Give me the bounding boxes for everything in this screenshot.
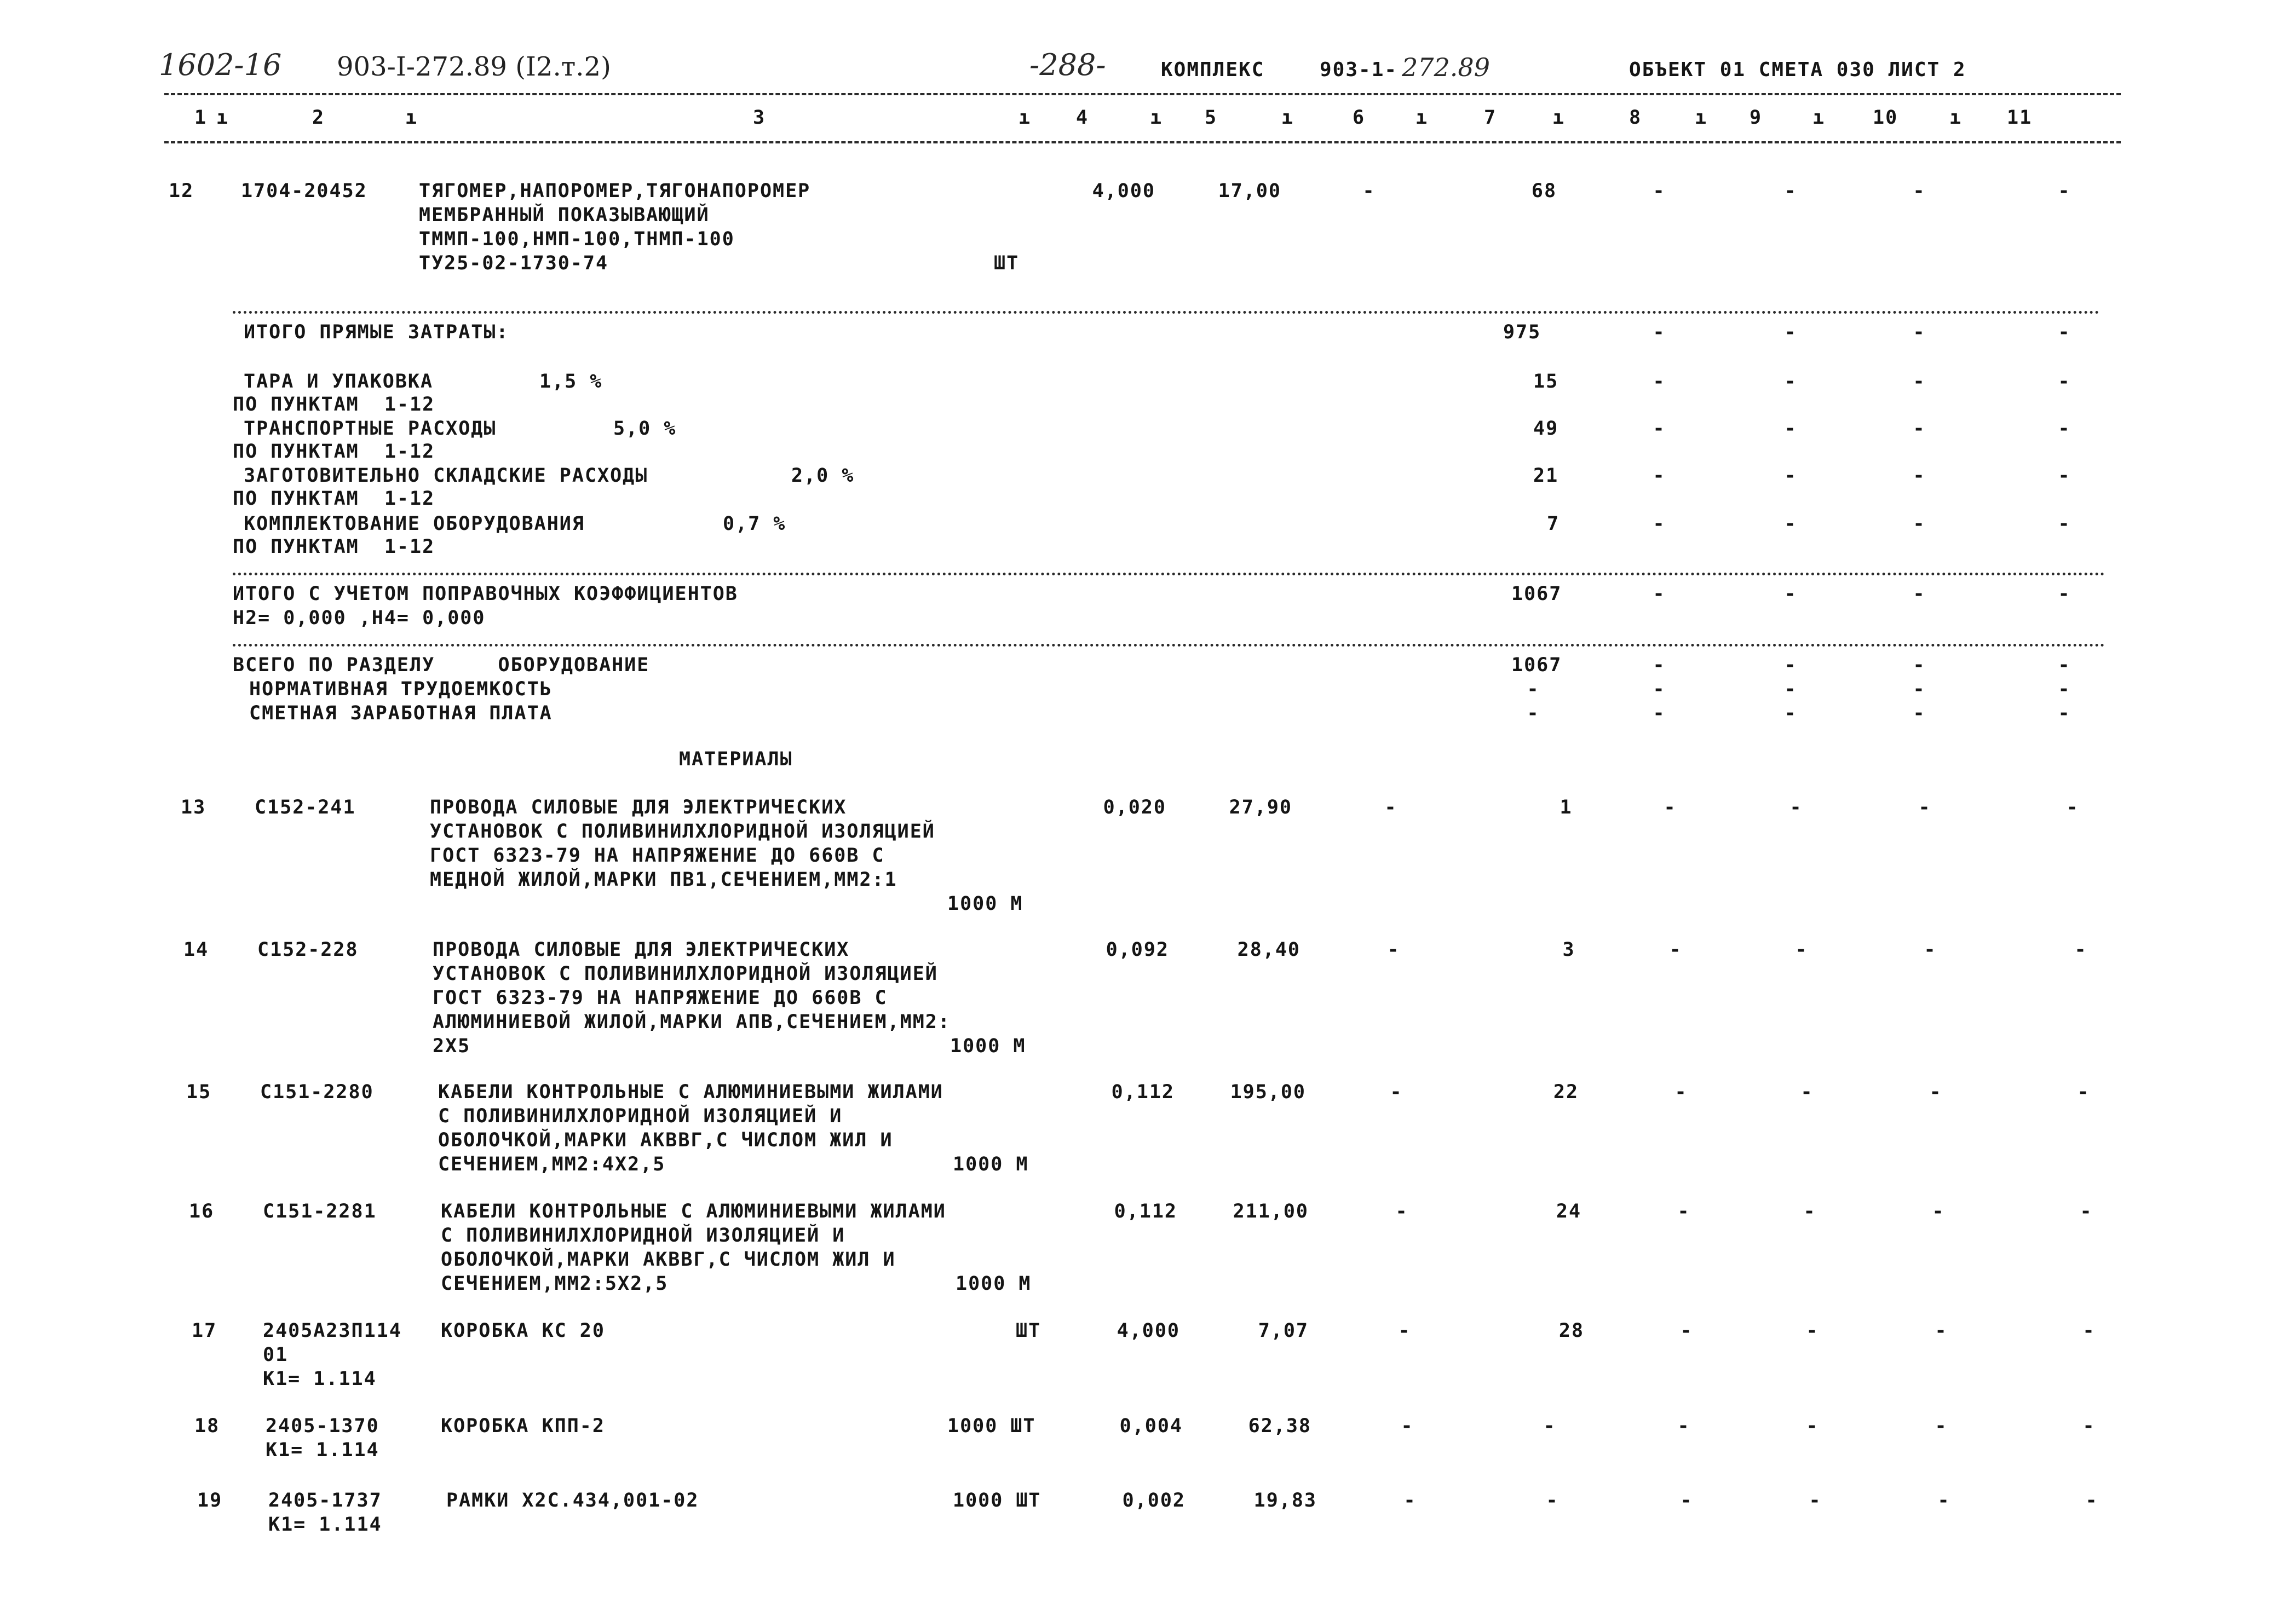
item-quantity: 0,002 (1122, 1490, 1186, 1511)
dotted-separator (233, 573, 2105, 575)
transport-col11: - (2058, 418, 2071, 440)
item-col11: - (2082, 1320, 2096, 1342)
item-unit: 1000 М (947, 893, 1023, 915)
item-col6: - (1398, 1320, 1411, 1342)
item-description-line: ТММП-100,НМП-100,ТНМП-100 (419, 228, 735, 250)
item-total: 68 (1531, 180, 1557, 202)
equipment-col11: - (2058, 513, 2071, 535)
item-col8: - (1680, 1490, 1693, 1511)
equipment-value: 7 (1547, 513, 1560, 535)
item-col9: - (1800, 1081, 1814, 1103)
item-quantity: 4,000 (1092, 180, 1155, 202)
item-description-line: АЛЮМИНИЕВОЙ ЖИЛОЙ,МАРКИ АПВ,СЕЧЕНИЕМ,ММ2: (433, 1011, 951, 1033)
item-price: 195,00 (1230, 1081, 1306, 1103)
item-unit: 1000 М (950, 1035, 1026, 1057)
labor-col8: - (1653, 678, 1666, 700)
item-col8: - (1680, 1320, 1693, 1342)
wage-col8: - (1653, 702, 1666, 724)
complex-label: КОМПЛЕКС (1161, 59, 1265, 81)
item-coefficient: К1= 1.114 (266, 1439, 379, 1461)
item-description-line: ТЯГОМЕР,НАПОРОМЕР,ТЯГОНАПОРОМЕР (419, 180, 811, 202)
item-unit: 1000 ШТ (947, 1415, 1036, 1437)
dotted-separator (233, 644, 2105, 647)
section-total-col11: - (2058, 654, 2071, 676)
tara-col10: - (1913, 371, 1926, 393)
tara-points: ПО ПУНКТАМ 1-12 (233, 394, 435, 416)
column-number: 9 (1750, 107, 1763, 129)
item-col9: - (1806, 1415, 1819, 1437)
item-unit: 1000 М (956, 1273, 1032, 1295)
section-total-col8: - (1653, 654, 1666, 676)
item-col8: - (1677, 1201, 1690, 1222)
warehouse-points: ПО ПУНКТАМ 1-12 (233, 488, 435, 510)
row-number: 13 (181, 797, 206, 818)
document-reference: 903-I-272.89 (I2.т.2) (337, 51, 611, 82)
item-col10: - (1935, 1415, 1948, 1437)
item-description-line: ОБОЛОЧКОЙ,МАРКИ АКВВГ,С ЧИСЛОМ ЖИЛ И (438, 1129, 893, 1151)
wage-col7: - (1527, 702, 1540, 724)
item-description-line: КАБЕЛИ КОНТРОЛЬНЫЕ С АЛЮМИНИЕВЫМИ ЖИЛАМИ (441, 1201, 946, 1222)
tara-col8: - (1653, 371, 1666, 393)
coefficients-col8: - (1653, 583, 1666, 605)
section-total-value: 1067 (1511, 654, 1562, 676)
item-description-line: 2Х5 (433, 1035, 471, 1057)
item-code-suffix: 01 (263, 1344, 289, 1366)
item-quantity: 0,112 (1111, 1081, 1175, 1103)
item-col10: - (1924, 939, 1937, 961)
item-col9: - (1789, 797, 1803, 818)
item-description-line: ОБОЛОЧКОЙ,МАРКИ АКВВГ,С ЧИСЛОМ ЖИЛ И (441, 1249, 896, 1271)
warehouse-col9: - (1784, 465, 1797, 487)
item-col10: - (1932, 1201, 1945, 1222)
coefficients-col11: - (2058, 583, 2071, 605)
tara-col9: - (1784, 371, 1797, 393)
item-col11: - (2074, 939, 2087, 961)
item-price: 27,90 (1229, 797, 1292, 818)
coefficients-sub: Н2= 0,000 ,Н4= 0,000 (233, 607, 486, 629)
direct-costs-col9: - (1784, 321, 1797, 343)
item-code: 2405-1737 (268, 1490, 382, 1511)
labor-col10: - (1913, 678, 1926, 700)
item-price: 28,40 (1237, 939, 1301, 961)
section-total-col9: - (1784, 654, 1797, 676)
item-quantity: 4,000 (1117, 1320, 1180, 1342)
column-number: 6 (1353, 107, 1366, 129)
item-description-line: РАМКИ Х2С.434,001-02 (446, 1490, 699, 1511)
column-separator: ı (1552, 107, 1566, 129)
item-code: С151-2280 (260, 1081, 374, 1103)
column-separator: ı (1281, 107, 1294, 129)
item-col6: - (1390, 1081, 1403, 1103)
item-description-line: КОРОБКА КПП-2 (441, 1415, 605, 1437)
item-unit: ШТ (994, 252, 1020, 274)
column-separator: ı (1949, 107, 1963, 129)
column-number: 8 (1629, 107, 1642, 129)
direct-costs-label: ИТОГО ПРЯМЫЕ ЗАТРАТЫ: (244, 321, 509, 343)
item-code: 2405А23П114 (263, 1320, 402, 1342)
transport-percent: 5,0 % (613, 418, 677, 440)
item-total: 28 (1558, 1320, 1585, 1342)
item-total: 3 (1562, 939, 1575, 961)
wage-col11: - (2058, 702, 2071, 724)
labor-label: НОРМАТИВНАЯ ТРУДОЕМКОСТЬ (249, 678, 553, 700)
item-price: 62,38 (1248, 1415, 1311, 1437)
item-col6: - (1362, 180, 1376, 202)
item-description-line: КОРОБКА КС 20 (441, 1320, 605, 1342)
item-col10: - (1918, 797, 1931, 818)
coefficients-label: ИТОГО С УЧЕТОМ ПОПРАВОЧНЫХ КОЭФФИЦИЕНТОВ (233, 583, 738, 605)
item-total: 22 (1553, 1081, 1579, 1103)
labor-col9: - (1784, 678, 1797, 700)
item-price: 19,83 (1253, 1490, 1317, 1511)
item-col11: - (2085, 1490, 2098, 1511)
coefficients-col10: - (1913, 583, 1926, 605)
item-description-line: ГОСТ 6323-79 НА НАПРЯЖЕНИЕ ДО 660В С (433, 987, 888, 1009)
item-col8: - (1674, 1081, 1688, 1103)
dotted-separator (233, 311, 2100, 314)
item-col9: - (1784, 180, 1797, 202)
row-number: 14 (183, 939, 209, 961)
transport-col10: - (1913, 418, 1926, 440)
warehouse-col8: - (1653, 465, 1666, 487)
row-number: 18 (194, 1415, 220, 1437)
item-quantity: 0,020 (1103, 797, 1166, 818)
item-col7: - (1543, 1415, 1556, 1437)
item-col8: - (1653, 180, 1666, 202)
equipment-percent: 0,7 % (723, 513, 786, 535)
direct-costs-col10: - (1913, 321, 1926, 343)
materials-heading: МАТЕРИАЛЫ (679, 748, 793, 770)
tara-col11: - (2058, 371, 2071, 393)
labor-col11: - (2058, 678, 2071, 700)
column-separator: ı (1018, 107, 1032, 129)
item-code: 1704-20452 (241, 180, 367, 202)
item-code: С152-241 (255, 797, 356, 818)
coefficients-col9: - (1784, 583, 1797, 605)
item-coefficient: К1= 1.114 (268, 1514, 382, 1536)
wage-col9: - (1784, 702, 1797, 724)
item-quantity: 0,004 (1119, 1415, 1183, 1437)
row-number: 12 (169, 180, 194, 202)
column-number: 2 (312, 107, 325, 129)
item-col9: - (1795, 939, 1808, 961)
column-number: 11 (2007, 107, 2033, 129)
equipment-col10: - (1913, 513, 1926, 535)
item-price: 7,07 (1258, 1320, 1309, 1342)
item-col11: - (2082, 1415, 2096, 1437)
equipment-points: ПО ПУНКТАМ 1-12 (233, 536, 435, 558)
column-number: 1 (194, 107, 208, 129)
item-description-line: СЕЧЕНИЕМ,ММ2:5Х2,5 (441, 1273, 669, 1295)
item-col9: - (1806, 1320, 1819, 1342)
item-description-line: УСТАНОВОК С ПОЛИВИНИЛХЛОРИДНОЙ ИЗОЛЯЦИЕЙ (430, 821, 935, 843)
labor-col7: - (1527, 678, 1540, 700)
item-col8: - (1677, 1415, 1690, 1437)
item-code: С151-2281 (263, 1201, 377, 1222)
item-coefficient: К1= 1.114 (263, 1368, 377, 1390)
column-number: 10 (1873, 107, 1898, 129)
direct-costs-value: 975 (1503, 321, 1541, 343)
item-col11: - (2066, 797, 2079, 818)
transport-value: 49 (1533, 418, 1559, 440)
item-total: 24 (1556, 1201, 1582, 1222)
item-col8: - (1664, 797, 1677, 818)
item-col10: - (1929, 1081, 1942, 1103)
item-description-line: СЕЧЕНИЕМ,ММ2:4Х2,5 (438, 1153, 666, 1175)
section-total-col10: - (1913, 654, 1926, 676)
item-unit: 1000 М (953, 1153, 1029, 1175)
item-unit: 1000 ШТ (953, 1490, 1041, 1511)
item-code: 2405-1370 (266, 1415, 379, 1437)
transport-label: ТРАНСПОРТНЫЕ РАСХОДЫ (244, 418, 497, 440)
handwritten-code: 1602-16 (159, 48, 282, 82)
warehouse-label: ЗАГОТОВИТЕЛЬНО СКЛАДСКИЕ РАСХОДЫ (244, 465, 648, 487)
item-col6: - (1401, 1415, 1414, 1437)
column-number: 4 (1076, 107, 1089, 129)
item-col6: - (1403, 1490, 1417, 1511)
row-number: 16 (189, 1201, 215, 1222)
item-quantity: 0,112 (1114, 1201, 1177, 1222)
item-price: 17,00 (1218, 180, 1281, 202)
column-number: 7 (1484, 107, 1497, 129)
item-col10: - (1937, 1490, 1950, 1511)
equipment-col9: - (1784, 513, 1797, 535)
item-code: С152-228 (257, 939, 359, 961)
wage-col10: - (1913, 702, 1926, 724)
equipment-col8: - (1653, 513, 1666, 535)
coefficients-value: 1067 (1511, 583, 1562, 605)
warehouse-value: 21 (1533, 465, 1559, 487)
item-description-line: С ПОЛИВИНИЛХЛОРИДНОЙ ИЗОЛЯЦИЕЙ И (441, 1225, 845, 1247)
column-separator: ı (216, 107, 229, 129)
wage-label: СМЕТНАЯ ЗАРАБОТНАЯ ПЛАТА (249, 702, 553, 724)
tara-percent: 1,5 % (539, 371, 603, 393)
item-unit: ШТ (1016, 1320, 1041, 1342)
item-description-line: ТУ25-02-1730-74 (419, 252, 609, 274)
item-col11: - (2080, 1201, 2093, 1222)
item-col7: - (1546, 1490, 1559, 1511)
item-description-line: УСТАНОВОК С ПОЛИВИНИЛХЛОРИДНОЙ ИЗОЛЯЦИЕЙ (433, 963, 938, 985)
tara-value: 15 (1533, 371, 1559, 393)
item-col8: - (1669, 939, 1682, 961)
direct-costs-col8: - (1653, 321, 1666, 343)
item-total: 1 (1560, 797, 1573, 818)
item-description-line: ГОСТ 6323-79 НА НАПРЯЖЕНИЕ ДО 660В С (430, 845, 885, 867)
transport-col8: - (1653, 418, 1666, 440)
item-col10: - (1935, 1320, 1948, 1342)
item-col11: - (2077, 1081, 2090, 1103)
item-col6: - (1387, 939, 1400, 961)
item-quantity: 0,092 (1106, 939, 1169, 961)
column-number: 5 (1205, 107, 1218, 129)
transport-points: ПО ПУНКТАМ 1-12 (233, 441, 435, 463)
item-col10: - (1913, 180, 1926, 202)
object-info: ОБЪЕКТ 01 СМЕТА 030 ЛИСТ 2 (1629, 59, 1966, 81)
column-number: 3 (753, 107, 766, 129)
warehouse-col10: - (1913, 465, 1926, 487)
tara-label: ТАРА И УПАКОВКА (244, 371, 434, 393)
item-description-line: МЕДНОЙ ЖИЛОЙ,МАРКИ ПВ1,СЕЧЕНИЕМ,ММ2:1 (430, 869, 897, 891)
row-number: 19 (197, 1490, 223, 1511)
column-separator: ı (1695, 107, 1708, 129)
warehouse-percent: 2,0 % (791, 465, 855, 487)
item-price: 211,00 (1233, 1201, 1309, 1222)
header-rule-bottom (164, 141, 2121, 143)
item-description-line: ПРОВОДА СИЛОВЫЕ ДЛЯ ЭЛЕКТРИЧЕСКИХ (433, 939, 850, 961)
transport-col9: - (1784, 418, 1797, 440)
column-separator: ı (1150, 107, 1163, 129)
column-separator: ı (1415, 107, 1429, 129)
page-number: -288- (1029, 48, 1106, 82)
item-description-line: С ПОЛИВИНИЛХЛОРИДНОЙ ИЗОЛЯЦИЕЙ И (438, 1105, 843, 1127)
row-number: 15 (186, 1081, 212, 1103)
warehouse-col11: - (2058, 465, 2071, 487)
row-number: 17 (192, 1320, 217, 1342)
item-description-line: МЕМБРАННЫЙ ПОКАЗЫВАЮЩИЙ (419, 204, 710, 226)
column-separator: ı (405, 107, 418, 129)
item-description-line: ПРОВОДА СИЛОВЫЕ ДЛЯ ЭЛЕКТРИЧЕСКИХ (430, 797, 847, 818)
equipment-label: КОМПЛЕКТОВАНИЕ ОБОРУДОВАНИЯ (244, 513, 585, 535)
item-description-line: КАБЕЛИ КОНТРОЛЬНЫЕ С АЛЮМИНИЕВЫМИ ЖИЛАМИ (438, 1081, 943, 1103)
item-col11: - (2058, 180, 2071, 202)
item-col6: - (1395, 1201, 1408, 1222)
section-total-label: ВСЕГО ПО РАЗДЕЛУ ОБОРУДОВАНИЕ (233, 654, 650, 676)
column-separator: ı (1812, 107, 1826, 129)
complex-code-hand: 272.89 (1402, 53, 1490, 82)
item-col6: - (1384, 797, 1397, 818)
item-col9: - (1809, 1490, 1822, 1511)
complex-code-prefix: 903-1- (1320, 59, 1398, 81)
direct-costs-col11: - (2058, 321, 2071, 343)
header-rule-top (164, 93, 2121, 95)
item-col9: - (1803, 1201, 1816, 1222)
